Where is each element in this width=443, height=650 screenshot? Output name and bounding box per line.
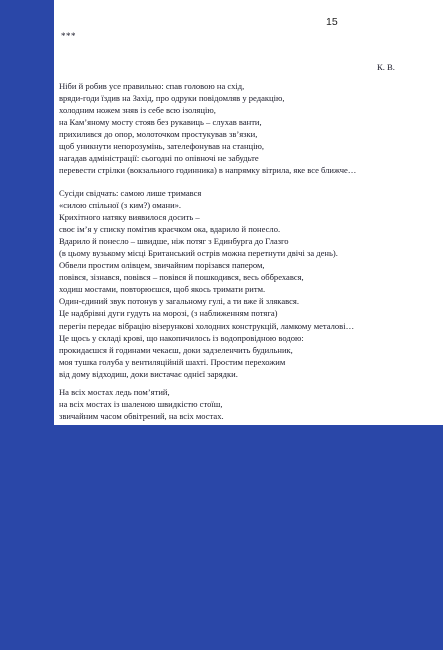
poem-line: на Кам’яному мосту стояв без рукавиць – слухав ванти, — [59, 117, 262, 128]
poem-line: «силою спільної (з ким?) омани». — [59, 200, 182, 211]
poem-line: Це щось у складі крові, що накопичилось із водопровідною водою: — [59, 332, 304, 343]
poem-line: Сусіди свідчать: самою лише тримався — [59, 188, 202, 198]
poem-line: прокидаєшся й годинами чекаєш, доки задзеленчить будильник, — [59, 344, 293, 355]
stanza-1 — [59, 80, 442, 176]
poem-line: Це надбрівні дуги гудуть на морозі, (з наближенням потяга) — [59, 308, 278, 319]
poem-line: ходиш мостами, повторюєшся, щоб якось тримати ритм. — [59, 284, 266, 295]
poem-line: нагадав адміністрації: сьогодні по опівночі не забудьте — [59, 153, 259, 164]
poem-line: (в цьому вузькому місці Британський острів можна перетнути двічі за день). — [59, 248, 338, 259]
stanza-3 — [59, 386, 442, 422]
poem-line: На всіх мостах ледь пом’ятий, — [59, 387, 170, 397]
section-separator: *** — [61, 31, 76, 41]
poem-line: від дому відходиш, доки вистачає однієї зарядки. — [59, 368, 238, 379]
poem-line: повівся, зізнався, повівся – повівся й пошкодився, весь оббрехався, — [59, 272, 304, 283]
poem-line: перевести стрілки (вокзального годинника) в напрямку вітрила, яке все ближче… — [59, 165, 357, 176]
poem-line: Крихітного натяку виявилося досить – — [59, 212, 200, 223]
poem-line: Вдарило й понесло – швидше, ніж потяг з Единбурга до Глазго — [59, 236, 289, 247]
poem-line: моя тушка голуба у вентиляційній шахті. Простим перехожим — [59, 356, 286, 367]
poem-line: холодним ножем зняв із себе всю ізоляцію, — [59, 105, 216, 116]
poem-line: своє ім’я у списку помітив краєчком ока, вдарило й понесло. — [59, 224, 281, 235]
poem-line: Ніби й робив усе правильно: спав головою на схід, — [59, 81, 245, 91]
stanza-2 — [59, 187, 442, 380]
book-page — [54, 0, 443, 425]
poem-line: щоб уникнути непорозумінь, зателефонував на станцію, — [59, 141, 265, 152]
poem-line: Обвели простим олівцем, звичайним порізався папером, — [59, 260, 265, 271]
poem-line: Один-єдиний звук потонув у загальному гулі, а ти вже й злякався. — [59, 296, 299, 307]
poem-line: звичайним часом обвітрений, на всіх мостах. — [59, 411, 224, 422]
poem-line: вряди-годи їздив на Захід, про одруки повідомляв у редакцію, — [59, 93, 285, 104]
page-number: 15 — [326, 16, 338, 28]
poem-line: прихилився до опор, молоточком простукував зв’язки, — [59, 129, 258, 140]
poem-line: на всіх мостах із шаленою швидкістю стоїш, — [59, 399, 223, 410]
author-initials: К. В. — [377, 62, 395, 72]
poem-line: перегін передає вібрацію візерункові холодних конструкцій, ламкому металові… — [59, 320, 355, 331]
